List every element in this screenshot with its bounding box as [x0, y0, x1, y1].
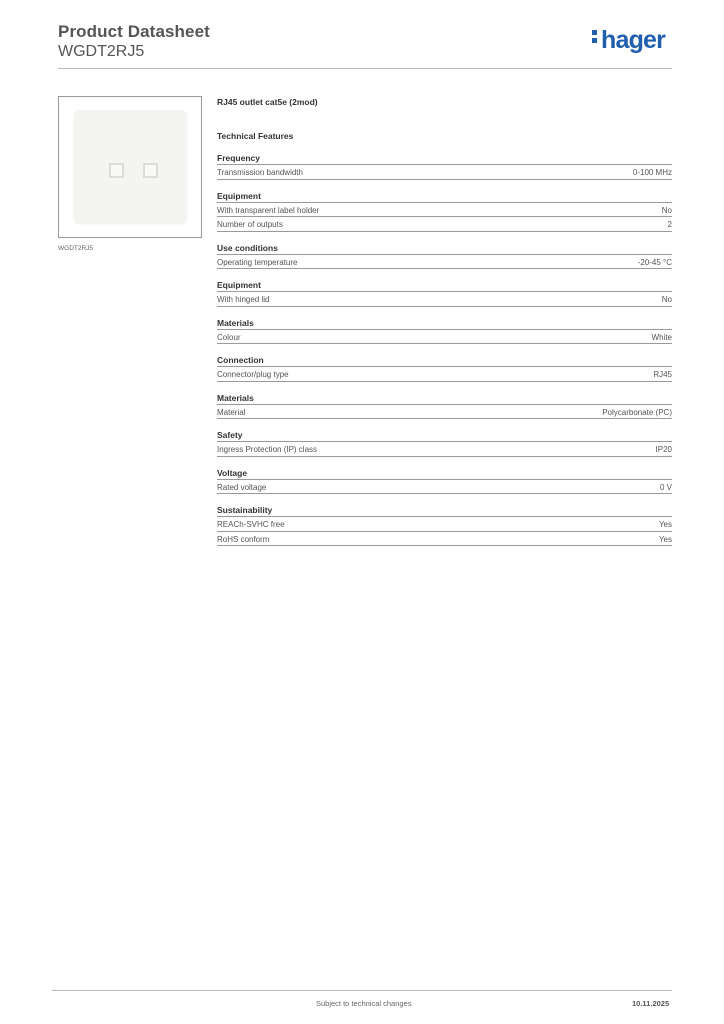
feature-label: Connector/plug type: [217, 370, 289, 379]
feature-row: [217, 405, 672, 420]
feature-label: Transmission bandwidth: [217, 168, 303, 177]
product-name: RJ45 outlet cat5e (2mod): [217, 97, 318, 107]
feature-value: No: [661, 295, 672, 304]
technical-features-heading: Technical Features: [217, 131, 294, 141]
feature-label: Operating temperature: [217, 257, 298, 267]
feature-label: RoHS conform: [217, 534, 270, 544]
feature-group-title: Equipment: [217, 190, 672, 203]
hager-logo: [592, 26, 665, 54]
feature-group: [217, 317, 672, 345]
feature-value: Polycarbonate (PC): [602, 407, 672, 417]
feature-group: [217, 152, 672, 180]
feature-group: [217, 504, 672, 546]
feature-group-title: Equipment: [217, 279, 672, 292]
feature-row: [217, 480, 672, 495]
feature-value: Yes: [658, 534, 672, 544]
product-image: [58, 96, 202, 238]
feature-value: 2: [667, 220, 672, 229]
feature-row: [217, 532, 672, 547]
feature-label: Colour: [217, 332, 241, 342]
feature-label: REACh-SVHC free: [217, 520, 285, 529]
feature-row: [217, 330, 672, 345]
feature-label: Ingress Protection (IP) class: [217, 445, 318, 454]
document-header: [58, 22, 210, 61]
outlet-plate: [74, 110, 187, 223]
feature-row: [217, 165, 672, 180]
feature-group-title: Frequency: [217, 152, 672, 165]
feature-group-title: Connection: [217, 354, 672, 367]
feature-value: No: [661, 205, 672, 215]
feature-value: -20-45 °C: [637, 257, 672, 267]
feature-group-title: Materials: [217, 392, 672, 405]
header-divider: [58, 68, 672, 69]
feature-group-title: Voltage: [217, 467, 672, 480]
feature-label: Material: [217, 407, 246, 417]
feature-group: [217, 279, 672, 307]
feature-row: [217, 292, 672, 307]
feature-row: [217, 442, 672, 457]
feature-group: [217, 354, 672, 382]
feature-row: [217, 517, 672, 532]
logo-text: hager: [601, 26, 666, 54]
feature-row: [217, 255, 672, 270]
image-caption: WGDT2RJ5: [58, 245, 94, 252]
feature-value: White: [651, 332, 672, 342]
rj45-port-icon: [109, 163, 124, 178]
feature-group: [217, 190, 672, 232]
feature-group: [217, 429, 672, 457]
feature-group-title: Use conditions: [217, 242, 672, 255]
feature-group-title: Safety: [217, 429, 672, 442]
product-code: WGDT2RJ5: [58, 43, 145, 60]
feature-group-title: Materials: [217, 317, 672, 330]
footer-date: 10.11.2025: [632, 999, 670, 1008]
rj45-port-icon: [143, 163, 158, 178]
feature-label: Number of outputs: [217, 220, 283, 229]
footer-divider: [52, 990, 672, 991]
feature-group: [217, 242, 672, 270]
feature-label: Rated voltage: [217, 482, 267, 492]
feature-value: 0 V: [659, 482, 672, 492]
footer-note: Subject to technical changes: [316, 999, 412, 1008]
feature-group: [217, 467, 672, 495]
feature-row: [217, 203, 672, 218]
feature-value: Yes: [658, 520, 672, 529]
spec-section: [217, 96, 672, 556]
feature-label: With hinged lid: [217, 295, 270, 304]
feature-group: [217, 392, 672, 420]
logo-colon-icon: [592, 27, 600, 46]
document-title: Product Datasheet: [58, 22, 210, 41]
feature-label: With transparent label holder: [217, 205, 320, 215]
feature-group-title: Sustainability: [217, 504, 672, 517]
feature-row: [217, 367, 672, 382]
feature-value: 0-100 MHz: [632, 168, 672, 177]
feature-value: IP20: [655, 445, 672, 454]
feature-value: RJ45: [653, 370, 672, 379]
feature-row: [217, 217, 672, 232]
feature-groups: [217, 152, 672, 546]
